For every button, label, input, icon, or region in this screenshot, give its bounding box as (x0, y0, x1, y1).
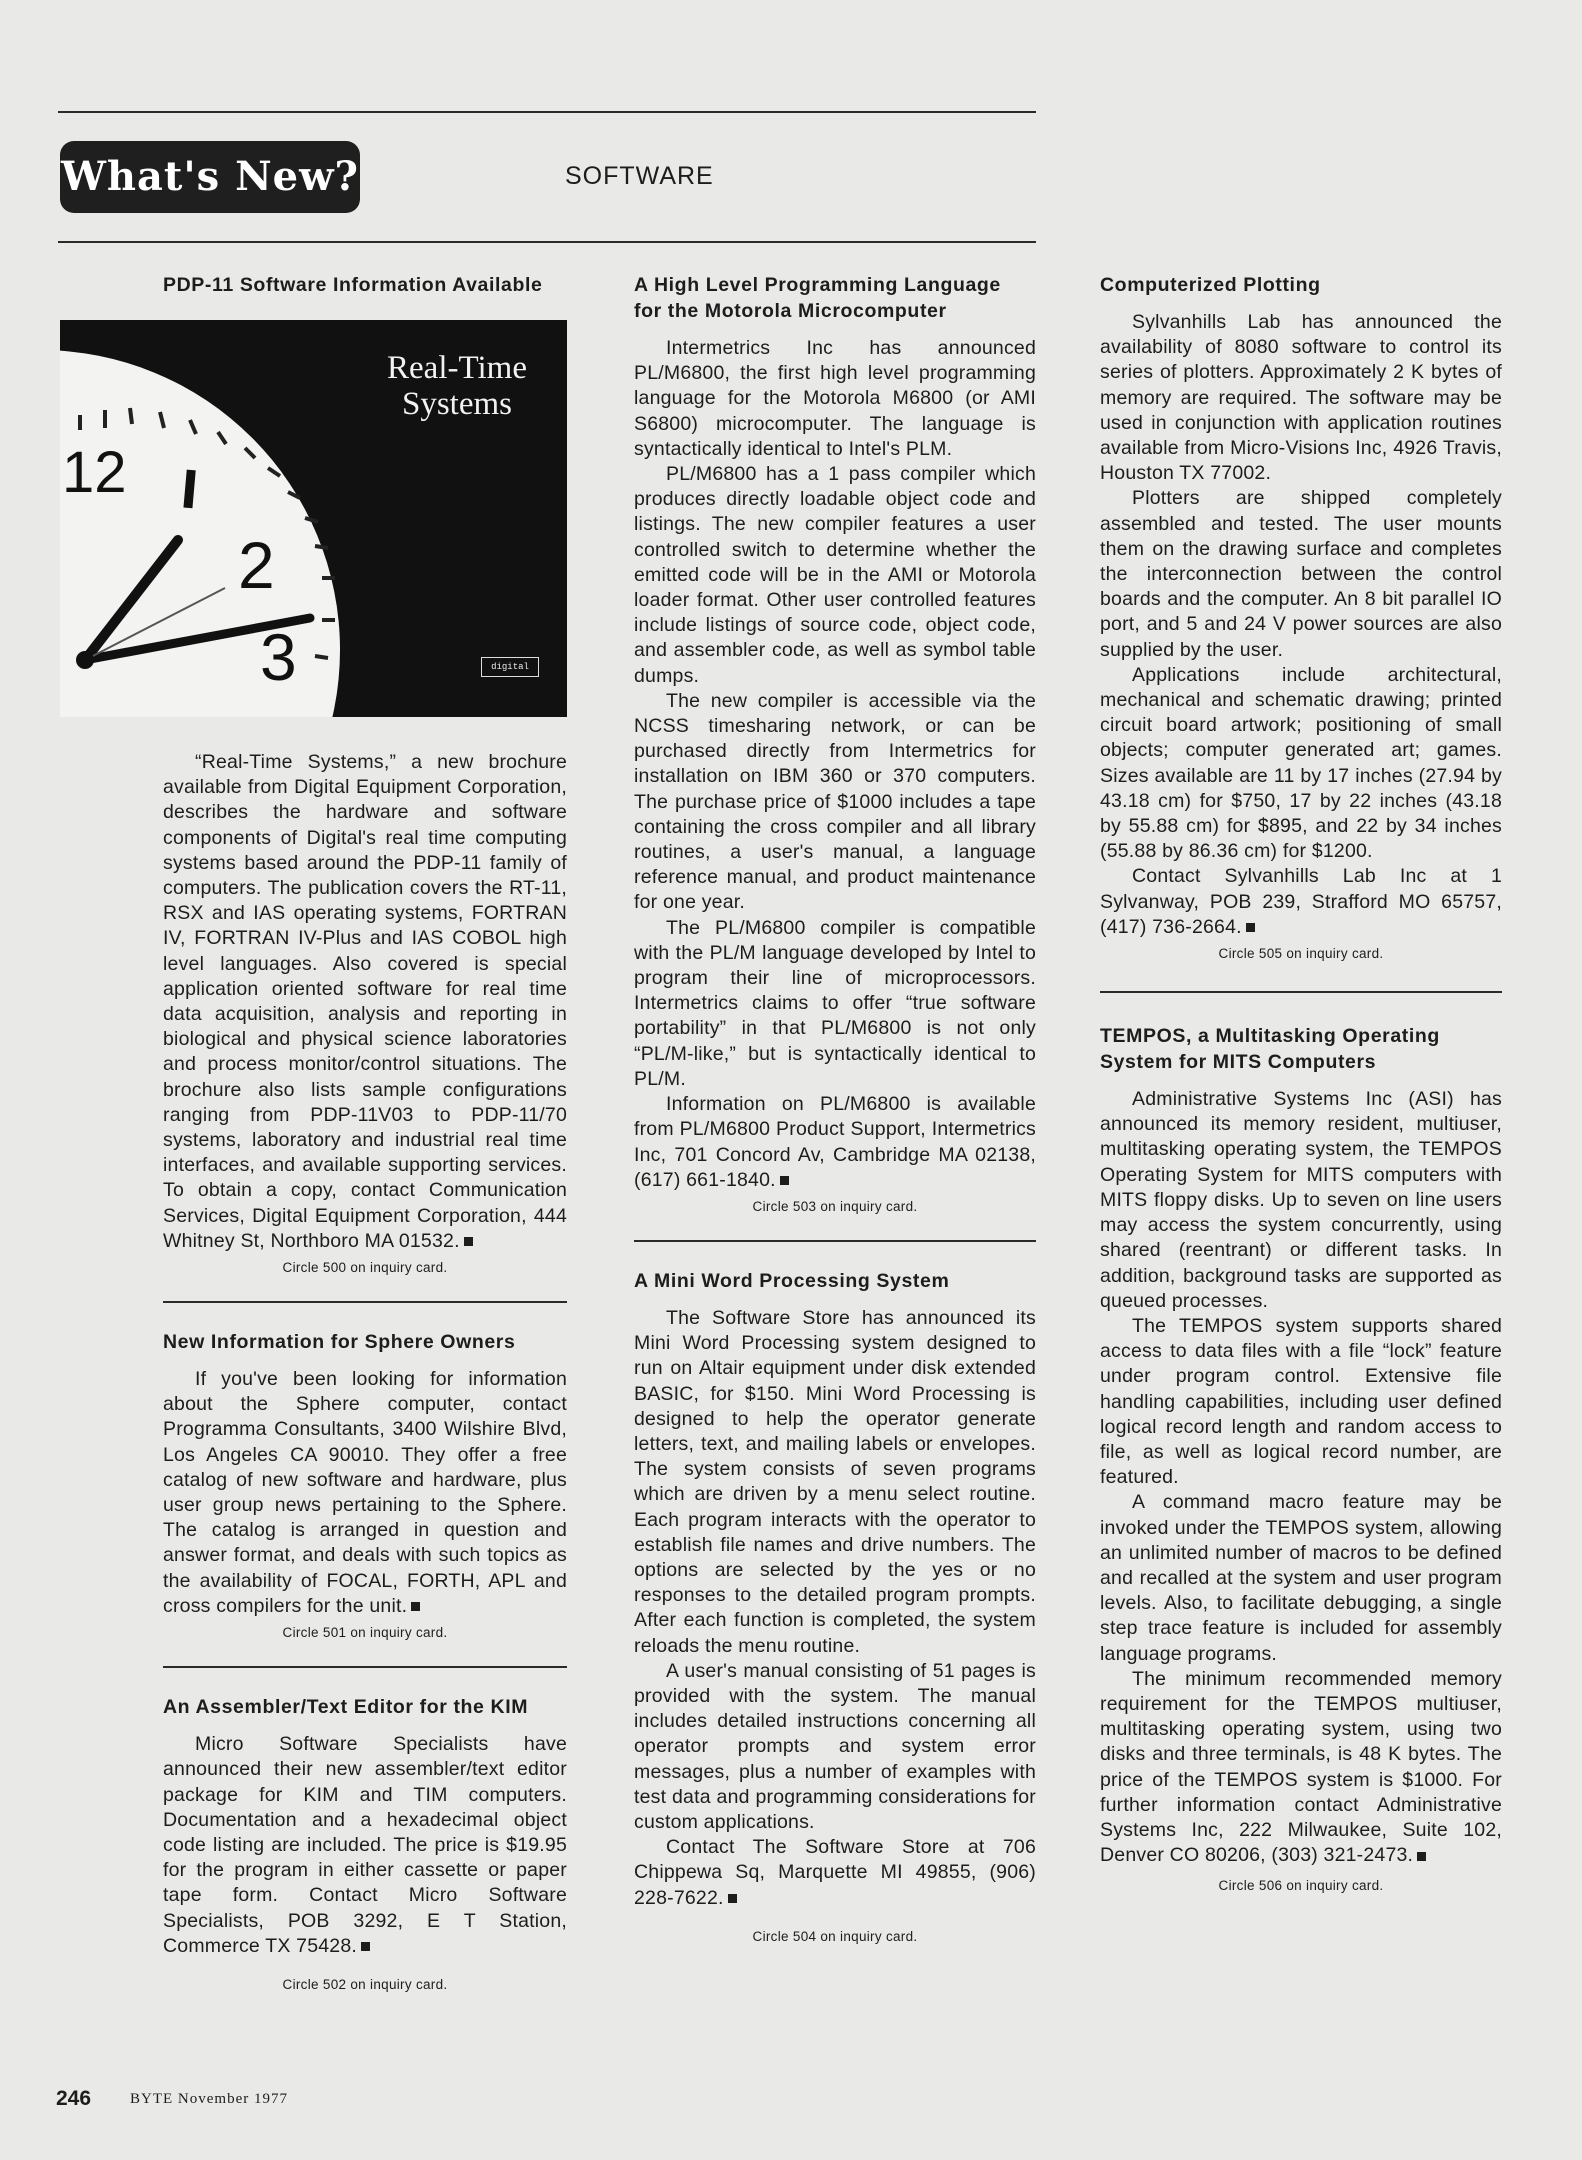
end-mark (464, 1237, 473, 1246)
paragraph: The minimum recommended memory requirement for the TEMPOS multiuser, multitasking operating system, using two disks and three terminals, is 48 K bytes. The price of the TEMPOS system is $1000. For further information contact Administrative Systems Inc, 222 Milwaukee, Suite 102, Denver CO 80206, (303) 321-2473. (1100, 1667, 1502, 1867)
paragraph: The new compiler is accessible via the NCSS timesharing network, or can be purchased directly from Intermetrics for installation on IBM 360 or 370 computers. The purchase price of $1000 includes a tape containing the cross compiler and all library routines, a user's manual, a language reference manual, and product maintenance for one year. (634, 689, 1036, 914)
article-separator (163, 1666, 567, 1668)
paragraph: Intermetrics Inc has announced PL/M6800, the first high level programming language for the Motorola M6800 (or AMI S6800) microcomputer. The language is syntactically identical to Intel's PLM. (634, 337, 1036, 460)
end-mark (361, 1942, 370, 1951)
column-1-top (163, 272, 567, 310)
article-heading: An Assembler/Text Editor for the KIM (163, 1696, 529, 1719)
paragraph: Contact The Software Store at 706 Chippewa Sq, Marquette MI 49855, (906) 228-7622. (634, 1836, 1036, 1909)
article-heading: New Information for Sphere Owners (163, 1331, 516, 1354)
inquiry-circle: Circle 500 on inquiry card. (282, 1260, 448, 1276)
end-mark (411, 1602, 420, 1611)
article-separator (634, 1240, 1036, 1242)
clock-number-2: 2 (238, 528, 275, 602)
inquiry-circle: Circle 504 on inquiry card. (752, 1928, 918, 1944)
top-rule (58, 111, 1036, 113)
page-number: 246 (56, 2087, 92, 2110)
magazine-issue: BYTE November 1977 (130, 2091, 288, 2107)
inquiry-circle: Circle 502 on inquiry card. (282, 1976, 448, 1992)
paragraph: The TEMPOS system supports shared access to data files with a file “lock” feature under program control. Extensive file handling capabilities, including user defined logical record length and random access to file, as well as logical record number, are featured. (1100, 1314, 1502, 1489)
article-heading (1100, 1023, 1502, 1075)
article-heading (634, 272, 1036, 324)
heading-line: A High Level Programming Language (634, 274, 1001, 296)
whats-new-badge: What's New? (60, 141, 360, 213)
paragraph: “Real-Time Systems,” a new brochure available from Digital Equipment Corporation, describes the hardware and software components of Digital's real time computing systems based around the PDP-11 family of computers. The publication covers the RT-11, RSX and IAS operating systems, FORTRAN IV, FORTRAN IV-Plus and IAS COBOL high level languages. Also covered is special application oriented software for real time data acquisition, analysis and reporting in biological and physical science laboratories and process monitor/control situations. The brochure also lists sample configurations ranging from PDP-11V03 to PDP-11/70 systems, laboratory and industrial real time interfaces, and available supporting services. To obtain a copy, contact Communication Services, Digital Equipment Corporation, 444 Whitney St, Northboro MA 01532. (163, 751, 567, 1252)
paragraph: A command macro feature may be invoked under the TEMPOS system, allowing an unlimited number of macros to be defined and recalled at the system and user program levels. Also, to facilitate debugging, a single step trace feature is included for assembly language programs. (1100, 1491, 1502, 1665)
inquiry-circle: Circle 503 on inquiry card. (752, 1198, 918, 1214)
digital-logo: digital (481, 657, 539, 677)
paragraph: A user's manual consisting of 51 pages is provided with the system. The manual includes detailed instructions concerning all operator prompts and system error messages, plus a number of examples with test data and programming considerations for custom applications. (634, 1659, 1036, 1833)
heading-line: for the Motorola Microcomputer (634, 300, 947, 322)
paragraph: Applications include architectural, mechanical and schematic drawing; printed circuit board artwork; positioning of small objects; computer generated art; games. Sizes available are 11 by 17 inches (27.94 by 43.18 cm) for $750, 17 by 22 inches (43.18 by 55.88 cm) for $895, and 22 by 34 inches (55.88 by 86.36 cm) for $1200. (1100, 663, 1502, 863)
paragraph: Micro Software Specialists have announced their new assembler/text editor package for KIM and TIM computers. Documentation and a hexadecimal object code listing are included. The price is $19.95 for the program in either cassette or paper tape form. Contact Micro Software Specialists, POB 3292, E T Station, Commerce TX 75428. (163, 1733, 567, 1957)
header-bottom-rule (58, 241, 1036, 243)
paragraph: Sylvanhills Lab has announced the availability of 8080 software to control its series of plotters. Approximately 2 K bytes of memory are required. The software may be used in conjunction with application routines available from Micro-Visions Inc, 4926 Travis, Houston TX 77002. (1100, 311, 1502, 485)
end-mark (1417, 1852, 1426, 1861)
end-mark (728, 1894, 737, 1903)
photo-title-line1: Real-Time (387, 350, 527, 386)
inquiry-circle: Circle 501 on inquiry card. (282, 1625, 448, 1641)
paragraph: Administrative Systems Inc (ASI) has announced its memory resident, multiuser, multitasking operating system, the TEMPOS Operating System for MITS computers with MITS floppy disks. Up to seven on line users may access the system concurrently, using shared (reentrant) or different tasks. In addition, background tasks are supported as queued processes. (1100, 1088, 1502, 1312)
paragraph: The Software Store has announced its Mini Word Processing system designed to run on Altair equipment under disk extended BASIC, for $150. Mini Word Processing is designed to help the operator generate letters, text, and mailing labels or envelopes. The system consists of seven programs which are driven by a menu select routine. Each program interacts with the operator to establish file names and drive numbers. The options are selected by the yes or no responses to the detailed program prompts. After each function is completed, the system reloads the menu routine. (634, 1306, 1036, 1657)
section-title: SOFTWARE (565, 162, 714, 190)
article-body (163, 750, 567, 1254)
heading-line: System for MITS Computers (1100, 1051, 1377, 1074)
clock-number-12: 12 (62, 440, 127, 505)
clock-photo (60, 320, 567, 717)
end-mark (780, 1176, 789, 1185)
paragraph: Plotters are shipped completely assembled and tested. The user mounts them on the drawing surface and completes the interconnection between the control boards and the computer. An 8 bit parallel IO port, and 5 and 24 V power sources are also supplied by the user. (1100, 487, 1502, 661)
inquiry-circle: Circle 505 on inquiry card. (1218, 946, 1384, 962)
paragraph: Contact Sylvanhills Lab Inc at 1 Sylvanway, POB 239, Strafford MO 65757, (417) 736-2664. (1100, 865, 1502, 938)
article-separator (163, 1301, 567, 1303)
photo-title (377, 350, 537, 422)
article-separator (1100, 991, 1502, 993)
paragraph: PL/M6800 has a 1 pass compiler which produces directly loadable object code and listings. The new compiler features a user controlled switch to determine whether the emitted code will be in the AMI or Motorola loader format. Other user controlled features include listings of source code, object code, and assembler code, as well as symbol table dumps. (634, 463, 1036, 687)
article-heading: Computerized Plotting (1100, 274, 1321, 296)
end-mark (1246, 923, 1255, 932)
heading-line: TEMPOS, a Multitasking Operating (1100, 1025, 1440, 1048)
photo-title-line2: Systems (401, 386, 513, 422)
clock-number-3: 3 (260, 620, 297, 694)
column-3 (1100, 272, 1502, 1893)
article-heading: A Mini Word Processing System (634, 1269, 950, 1292)
article-heading: PDP-11 Software Information Available (163, 274, 543, 296)
column-1 (163, 750, 567, 1992)
inquiry-circle: Circle 506 on inquiry card. (1218, 1878, 1384, 1894)
paragraph: The PL/M6800 compiler is compatible with the PL/M language developed by Intel to program their line of microprocessors. Intermetrics claims to offer “true software portability” in that PL/M6800 is not only “PL/M-like,” but is syntactically identical to PL/M. (634, 916, 1036, 1090)
column-2 (634, 272, 1036, 1944)
paragraph: Information on PL/M6800 is available from PL/M6800 Product Support, Intermetrics Inc, 701 Concord Av, Cambridge MA 02138, (617) 661-1840. (634, 1093, 1036, 1191)
paragraph: If you've been looking for information about the Sphere computer, contact Programma Consultants, 3400 Wilshire Blvd, Los Angeles CA 90010. They offer a free catalog of new software and hardware, plus user group news pertaining to the Sphere. The catalog is arranged in question and answer format, and deals with such topics as the availability of FOCAL, FORTH, APL and cross compilers for the unit. (163, 1368, 567, 1617)
